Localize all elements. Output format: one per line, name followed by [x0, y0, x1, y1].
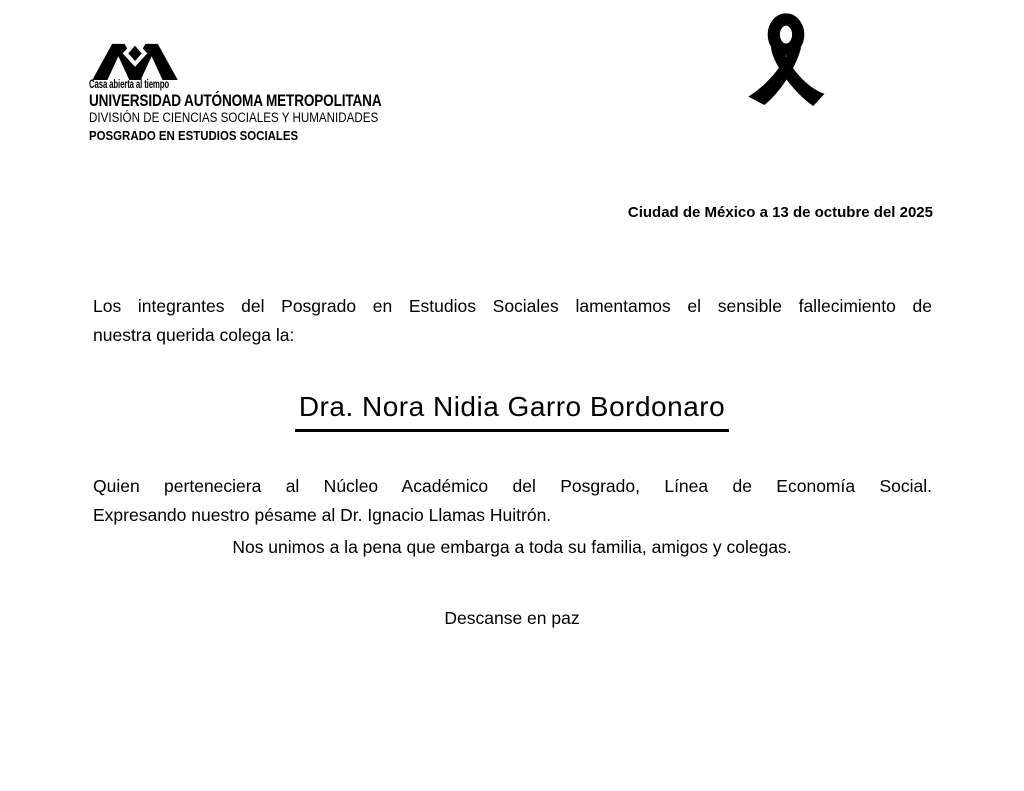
condolence-line: Nos unimos a la pena que embarga a toda su familia, amigos y colegas.: [232, 537, 792, 557]
dateline: Ciudad de México a 13 de octubre del 2025: [627, 204, 933, 221]
university-name: UNIVERSIDAD AUTÓNOMA METROPOLITANA: [89, 91, 382, 110]
closing-line: Descanse en paz: [444, 608, 580, 628]
opening-paragraph: [93, 292, 932, 350]
uam-logo-icon: [92, 42, 178, 80]
mourning-ribbon-icon: [738, 12, 834, 106]
opening-paragraph-line2: nuestra querida colega la:: [93, 325, 295, 345]
program-name: POSGRADO EN ESTUDIOS SOCIALES: [89, 128, 299, 143]
deceased-name-title: [0, 391, 1024, 432]
opening-paragraph-line1: Los integrantes del Posgrado en Estudios Sociales lamentamos el sensible fallecimiento de: [93, 296, 932, 316]
logo-motto: Casa abierta al tiempo: [89, 79, 170, 91]
body-paragraph: [93, 472, 932, 530]
division-name: DIVISIÓN DE CIENCIAS SOCIALES Y HUMANIDADES: [89, 110, 379, 125]
body-paragraph-line2: Expresando nuestro pésame al Dr. Ignacio Llamas Huitrón.: [93, 505, 552, 525]
body-paragraph-line1: Quien perteneciera al Núcleo Académico del Posgrado, Línea de Economía Social.: [93, 476, 932, 496]
deceased-name: Dra. Nora Nidia Garro Bordonaro: [295, 391, 729, 432]
